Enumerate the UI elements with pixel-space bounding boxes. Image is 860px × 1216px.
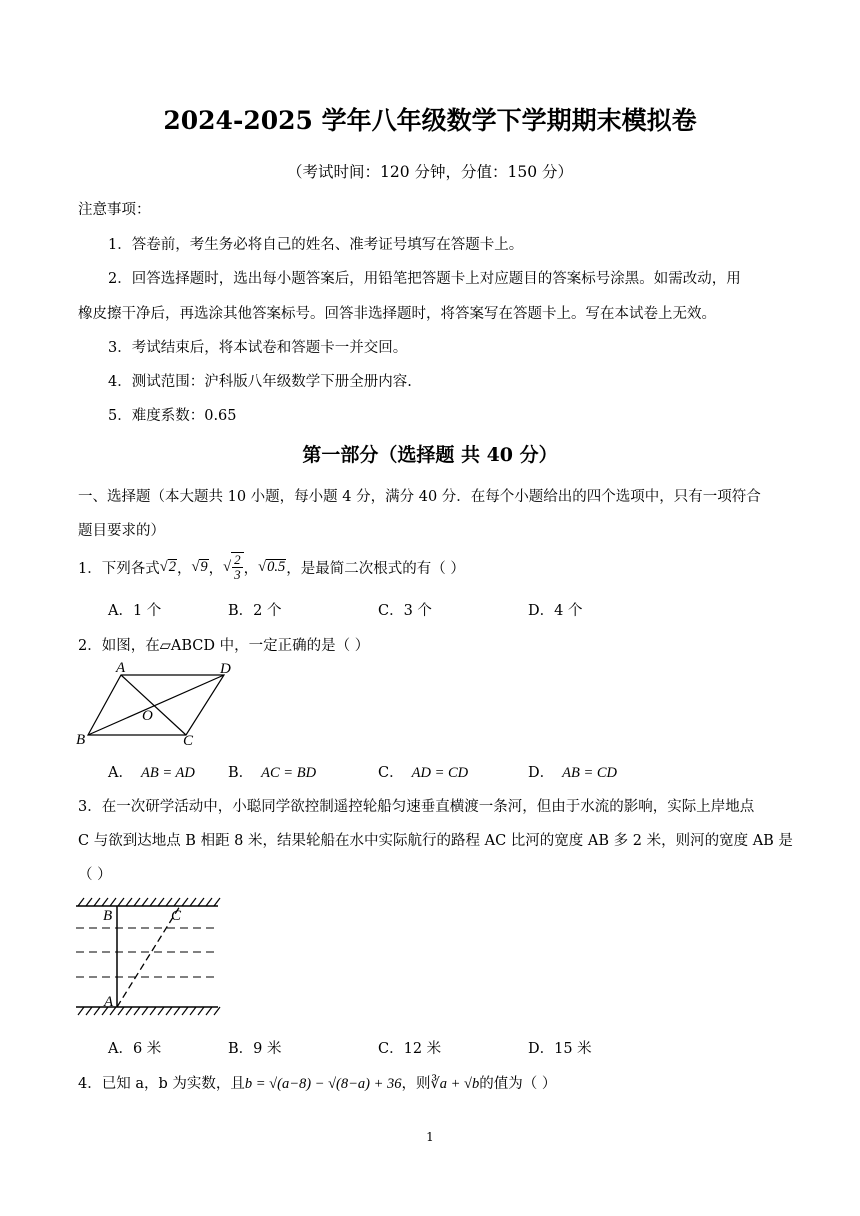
hatch-mark — [126, 1007, 132, 1015]
q1-option-d[interactable]: D．4 个 — [528, 603, 583, 619]
section-instructions: 一、选择题（本大题共 10 小题，每小题 4 分，满分 40 分．在每个小题给出的四个选项中，只有一项符合 — [78, 489, 761, 505]
river-bank-top — [78, 898, 220, 906]
hatch-mark — [102, 898, 108, 906]
q3-option-a[interactable]: A．6 米 — [108, 1041, 162, 1057]
hatch-mark — [166, 1007, 172, 1015]
question-3-stem: 3．在一次研学活动中，小聪同学欲控制遥控轮船匀速垂直横渡一条河，但由于水流的影响，实际上岸地点 — [78, 799, 755, 815]
hatch-mark — [206, 1007, 212, 1015]
hatch-mark — [206, 898, 212, 906]
hatch-mark — [214, 898, 220, 906]
q1-sqrt-05: √0.5 — [258, 558, 286, 575]
section-instructions-cont: 题目要求的） — [78, 523, 165, 539]
note-item-2: 2．回答选择题时，选出每小题答案后，用铅笔把答题卡上对应题目的答案标号涂黑。如需改动，用 — [108, 271, 741, 287]
q2-option-a[interactable]: A． AB = AD — [108, 765, 195, 781]
label-d: D — [220, 661, 231, 677]
diagonal-ac — [121, 675, 186, 735]
hatch-mark — [182, 898, 188, 906]
note-item-4: 4．测试范围：沪科版八年级数学下册全册内容. — [108, 374, 412, 390]
hatch-mark — [166, 898, 172, 906]
hatch-mark — [110, 898, 116, 906]
hatch-mark — [142, 1007, 148, 1015]
hatch-mark — [118, 1007, 124, 1015]
note-item-2-cont: 橡皮擦干净后，再选涂其他答案标号。回答非选择题时，将答案写在答题卡上。写在本试卷上无效。 — [78, 306, 716, 322]
q3-option-b[interactable]: B．9 米 — [228, 1041, 282, 1057]
q4-equation: b = √(a−8) − √(8−a) + 36 — [244, 1076, 402, 1092]
question-3-stem-cont: C 与欲到达地点 B 相距 8 米，结果轮船在水中实际航行的路程 AC 比河的宽度 AB 多 2 米，则河的宽度 AB 是 — [78, 833, 793, 849]
hatch-mark — [158, 1007, 164, 1015]
q1-sqrt-9: √9 — [191, 558, 208, 575]
section-title: 第一部分（选择题 共 40 分） — [302, 444, 558, 466]
q4-suffix: 的值为（ ） — [479, 1076, 557, 1092]
hatch-mark — [190, 898, 196, 906]
q4-mid: ，则 — [401, 1076, 431, 1092]
page-number: 1 — [426, 1130, 434, 1144]
hatch-mark — [94, 898, 100, 906]
q2-option-d[interactable]: D． AB = CD — [528, 765, 618, 781]
hatch-mark — [198, 898, 204, 906]
q1-option-c[interactable]: C．3 个 — [378, 603, 432, 619]
q2-option-b[interactable]: B． AC = BD — [228, 765, 317, 781]
hatch-mark — [86, 898, 92, 906]
q1-option-b[interactable]: B．2 个 — [228, 603, 282, 619]
q1-suffix: ，是最简二次根式的有（ ） — [286, 560, 465, 577]
exam-title: 2024-2025 学年八年级数学下学期期末模拟卷 — [163, 106, 697, 135]
note-item-1: 1．答卷前，考生务必将自己的姓名、准考证号填写在答题卡上。 — [108, 237, 524, 253]
label-b: B — [76, 732, 86, 748]
label-b: B — [103, 908, 113, 924]
hatch-mark — [134, 898, 140, 906]
parallelogram-figure — [76, 658, 236, 748]
question-2-stem: 2．如图，在▱ABCD 中，一定正确的是（ ） — [78, 638, 370, 654]
diagonal-bd — [88, 675, 224, 735]
hatch-mark — [150, 1007, 156, 1015]
river-bank-bottom — [78, 1007, 220, 1015]
hatch-mark — [174, 1007, 180, 1015]
note-item-5: 5．难度系数：0.65 — [108, 408, 237, 424]
q1-sqrt-2: √2 — [159, 558, 176, 575]
question-1-stem: 1．下列各式 √2 ， √9 ， √ $\frac{2}{3}$ ， √0.5 ，是最简二次根式的有（ ） — [78, 552, 465, 583]
q1-sqrt-frac: √ $\frac{2}{3}$ — [223, 552, 243, 583]
hatch-mark — [158, 898, 164, 906]
q1-prefix: 1．下列各式 — [78, 560, 160, 577]
label-a: A — [116, 660, 126, 676]
hatch-mark — [118, 898, 124, 906]
hatch-mark — [198, 1007, 204, 1015]
notes-heading: 注意事项： — [78, 202, 151, 218]
question-3-stem-paren: （ ） — [78, 867, 112, 883]
q4-expression: ∛a + √b — [430, 1076, 480, 1092]
hatch-mark — [134, 1007, 140, 1015]
exam-subtitle: （考试时间：120 分钟，分值：150 分） — [286, 163, 574, 181]
label-c: C — [171, 908, 182, 924]
hatch-mark — [190, 1007, 196, 1015]
q2-option-c[interactable]: C． AD = CD — [378, 765, 469, 781]
hatch-mark — [174, 898, 180, 906]
hatch-mark — [86, 1007, 92, 1015]
river-figure — [76, 890, 222, 1020]
hatch-mark — [78, 898, 84, 906]
hatch-mark — [150, 898, 156, 906]
q4-prefix: 4．已知 a，b 为实数，且 — [78, 1076, 245, 1092]
hatch-mark — [94, 1007, 100, 1015]
hatch-mark — [182, 1007, 188, 1015]
question-4-stem — [78, 1072, 556, 1093]
label-a: A — [104, 994, 114, 1010]
hatch-mark — [126, 898, 132, 906]
hatch-mark — [78, 1007, 84, 1015]
hatch-mark — [214, 1007, 220, 1015]
hatch-mark — [142, 898, 148, 906]
q3-option-c[interactable]: C．12 米 — [378, 1041, 442, 1057]
q1-option-a[interactable]: A．1 个 — [108, 603, 162, 619]
label-o: O — [142, 708, 153, 724]
label-c: C — [183, 733, 194, 748]
note-item-3: 3．考试结束后，将本试卷和答题卡一并交回。 — [108, 340, 408, 356]
q3-option-d[interactable]: D．15 米 — [528, 1041, 592, 1057]
